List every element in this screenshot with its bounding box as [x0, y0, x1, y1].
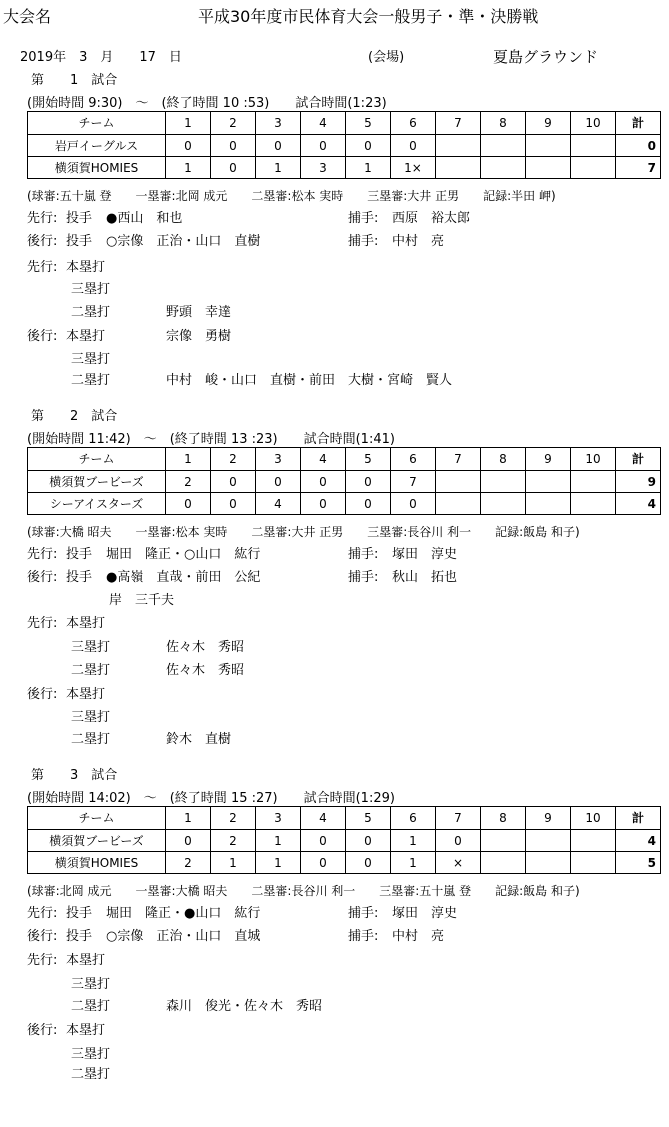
inning-header: 2 [211, 448, 256, 471]
game-section-3 [0, 767, 669, 1127]
hit-type-label: 本塁打 [66, 687, 106, 702]
game-time-line: (開始時間 9:30) ～ (終了時間 10 :53) 試合時間(1:23) [27, 96, 387, 111]
scoreboard-header-row [28, 807, 661, 830]
inning-score [436, 471, 481, 493]
event-date: 2019年 3 月 17 日 [20, 50, 182, 65]
inning-header: 1 [166, 112, 211, 135]
hits-side-label: 先行: [27, 953, 58, 968]
pitcher-label: 投手 [66, 547, 93, 562]
inning-score: 0 [166, 830, 211, 852]
pitcher-label: 投手 [66, 929, 93, 944]
inning-score: 0 [346, 471, 391, 493]
inning-score: 3 [301, 157, 346, 179]
hit-type-label: 本塁打 [66, 1023, 106, 1038]
table-row [28, 471, 661, 493]
inning-score: 0 [211, 493, 256, 515]
hit-players: 森川 俊光・佐々木 秀昭 [166, 999, 323, 1014]
inning-header: 6 [391, 448, 436, 471]
team-name: 横須賀HOMIES [28, 852, 166, 874]
table-row [28, 852, 661, 874]
catcher-label: 捕手: [348, 570, 379, 585]
inning-score: 7 [391, 471, 436, 493]
inning-score: 1 [346, 157, 391, 179]
battery-side-label: 後行: [27, 234, 58, 249]
hit-type-label: 三塁打 [71, 710, 111, 725]
inning-header: 9 [526, 448, 571, 471]
inning-score [526, 830, 571, 852]
event-title: 平成30年度市民体育大会一般男子・準・決勝戦 [198, 7, 539, 26]
battery-side-label: 後行: [27, 570, 58, 585]
team-name: 岩戸イーグルス [28, 135, 166, 157]
inning-header: 7 [436, 112, 481, 135]
inning-score: 0 [346, 135, 391, 157]
inning-score [526, 135, 571, 157]
pitchers: 堀田 隆正・●山口 紘行 [106, 906, 261, 921]
inning-header: 8 [481, 112, 526, 135]
table-row [28, 830, 661, 852]
game-section-1 [0, 72, 669, 432]
pitchers: ○宗像 正治・山口 直樹 [106, 234, 261, 249]
extra-pitchers: 岸 三千夫 [109, 593, 175, 608]
team-total: 7 [616, 157, 661, 179]
inning-score: 0 [301, 852, 346, 874]
inning-score: 0 [346, 830, 391, 852]
inning-score: 0 [346, 852, 391, 874]
hits-side-label: 後行: [27, 687, 58, 702]
inning-score [481, 135, 526, 157]
hits-side-label: 後行: [27, 329, 58, 344]
inning-header: 1 [166, 807, 211, 830]
inning-header: 8 [481, 807, 526, 830]
battery-side-label: 先行: [27, 211, 58, 226]
inning-score: 2 [211, 830, 256, 852]
hit-players: 野頭 幸達 [166, 305, 232, 320]
inning-score: 0 [346, 493, 391, 515]
pitchers: ○宗像 正治・山口 直城 [106, 929, 261, 944]
table-row [28, 157, 661, 179]
inning-score: 0 [256, 135, 301, 157]
hit-type-label: 二塁打 [71, 305, 111, 320]
scoreboard-table [27, 111, 661, 179]
inning-score: 1 [211, 852, 256, 874]
inning-score [436, 157, 481, 179]
inning-score: 0 [211, 135, 256, 157]
table-row [28, 135, 661, 157]
hit-players: 鈴木 直樹 [166, 732, 232, 747]
inning-header: 2 [211, 807, 256, 830]
inning-header: 10 [571, 112, 616, 135]
inning-score: 0 [301, 471, 346, 493]
catcher-label: 捕手: [348, 211, 379, 226]
inning-score [481, 471, 526, 493]
inning-score [526, 471, 571, 493]
game-title: 第 1 試合 [31, 73, 118, 88]
hits-side-label: 先行: [27, 260, 58, 275]
catcher: 中村 亮 [392, 929, 445, 944]
pitcher-label: 投手 [66, 211, 93, 226]
hits-side-label: 先行: [27, 616, 58, 631]
battery-side-label: 先行: [27, 547, 58, 562]
team-total: 4 [616, 830, 661, 852]
catcher-label: 捕手: [348, 234, 379, 249]
hit-type-label: 二塁打 [71, 663, 111, 678]
inning-score: 0 [436, 830, 481, 852]
team-total: 9 [616, 471, 661, 493]
inning-header: 4 [301, 112, 346, 135]
inning-header: 5 [346, 807, 391, 830]
inning-score: 0 [391, 135, 436, 157]
game-title: 第 3 試合 [31, 768, 118, 783]
team-total: 4 [616, 493, 661, 515]
hit-players: 宗像 勇樹 [166, 329, 232, 344]
hit-type-label: 三塁打 [71, 352, 111, 367]
catcher: 西原 裕太郎 [392, 211, 471, 226]
inning-score [526, 852, 571, 874]
venue-name: 夏島グラウンド [493, 48, 599, 66]
inning-score: 0 [256, 471, 301, 493]
inning-score [571, 830, 616, 852]
hit-type-label: 三塁打 [71, 282, 111, 297]
team-total: 0 [616, 135, 661, 157]
pitcher-label: 投手 [66, 570, 93, 585]
inning-header: 3 [256, 112, 301, 135]
game-title: 第 2 試合 [31, 409, 118, 424]
inning-score: 0 [391, 493, 436, 515]
scoreboard-table [27, 447, 661, 515]
team-name: シーアイスターズ [28, 493, 166, 515]
team-name: 横須賀ブービーズ [28, 471, 166, 493]
inning-header: 4 [301, 448, 346, 471]
game-time-line: (開始時間 11:42) ～ (終了時間 13 :23) 試合時間(1:41) [27, 432, 395, 447]
pitcher-label: 投手 [66, 906, 93, 921]
inning-score [481, 157, 526, 179]
inning-score [571, 852, 616, 874]
umpires-line: (球審:五十嵐 登 一塁審:北岡 成元 二塁審:松本 実時 三塁審:大井 正男 記録:半田 岬) [27, 189, 556, 203]
catcher-label: 捕手: [348, 547, 379, 562]
team-name: 横須賀HOMIES [28, 157, 166, 179]
scoreboard-header-row [28, 112, 661, 135]
inning-score: 0 [166, 135, 211, 157]
venue-label: (会場) [368, 50, 405, 65]
inning-header: 8 [481, 448, 526, 471]
hit-type-label: 二塁打 [71, 999, 111, 1014]
inning-header: 2 [211, 112, 256, 135]
inning-score [571, 157, 616, 179]
catcher: 秋山 拓也 [392, 570, 458, 585]
inning-header: 5 [346, 448, 391, 471]
hit-players: 佐々木 秀昭 [166, 663, 245, 678]
battery-side-label: 先行: [27, 906, 58, 921]
hit-players: 中村 峻・山口 直樹・前田 大樹・宮崎 賢人 [166, 373, 453, 388]
inning-header: 7 [436, 807, 481, 830]
inning-score: 4 [256, 493, 301, 515]
inning-score [571, 471, 616, 493]
hit-type-label: 二塁打 [71, 1067, 111, 1082]
inning-header: 1 [166, 448, 211, 471]
inning-header: 6 [391, 807, 436, 830]
hit-type-label: 三塁打 [71, 1047, 111, 1062]
total-header: 計 [616, 807, 661, 830]
inning-score: 2 [166, 471, 211, 493]
hit-type-label: 三塁打 [71, 977, 111, 992]
inning-score: 2 [166, 852, 211, 874]
inning-score: 0 [301, 135, 346, 157]
pitchers: ●高嶺 直哉・前田 公紀 [106, 570, 261, 585]
inning-header: 5 [346, 112, 391, 135]
total-header: 計 [616, 112, 661, 135]
inning-score: 1 [256, 852, 301, 874]
inning-header: 3 [256, 448, 301, 471]
pitcher-label: 投手 [66, 234, 93, 249]
inning-score: × [436, 852, 481, 874]
inning-score [481, 830, 526, 852]
team-header: チーム [28, 807, 166, 830]
inning-header: 3 [256, 807, 301, 830]
inning-score: 0 [211, 157, 256, 179]
total-header: 計 [616, 448, 661, 471]
inning-score [571, 493, 616, 515]
inning-header: 10 [571, 448, 616, 471]
team-header: チーム [28, 448, 166, 471]
inning-score: 0 [166, 493, 211, 515]
table-row [28, 493, 661, 515]
catcher: 塚田 淳史 [392, 547, 458, 562]
inning-score: 1 [391, 830, 436, 852]
scoreboard-header-row [28, 448, 661, 471]
hits-side-label: 後行: [27, 1023, 58, 1038]
hit-players: 佐々木 秀昭 [166, 640, 245, 655]
inning-header: 4 [301, 807, 346, 830]
inning-header: 6 [391, 112, 436, 135]
inning-header: 7 [436, 448, 481, 471]
inning-score [526, 493, 571, 515]
game-time-line: (開始時間 14:02) ～ (終了時間 15 :27) 試合時間(1:29) [27, 791, 395, 806]
inning-score [481, 493, 526, 515]
inning-header: 10 [571, 807, 616, 830]
inning-score: 0 [211, 471, 256, 493]
hit-type-label: 二塁打 [71, 373, 111, 388]
inning-header: 9 [526, 807, 571, 830]
catcher: 中村 亮 [392, 234, 445, 249]
scoreboard-table [27, 806, 661, 874]
inning-score: 0 [301, 830, 346, 852]
pitchers: 堀田 隆正・○山口 紘行 [106, 547, 261, 562]
inning-score [436, 493, 481, 515]
inning-score [436, 135, 481, 157]
hit-type-label: 本塁打 [66, 260, 106, 275]
inning-score: 1 [256, 830, 301, 852]
inning-score: 1 [256, 157, 301, 179]
hit-type-label: 三塁打 [71, 640, 111, 655]
inning-score: 1 [391, 852, 436, 874]
inning-score [571, 135, 616, 157]
catcher-label: 捕手: [348, 929, 379, 944]
hit-type-label: 本塁打 [66, 329, 106, 344]
team-header: チーム [28, 112, 166, 135]
inning-score [481, 852, 526, 874]
inning-score [526, 157, 571, 179]
inning-score: 1× [391, 157, 436, 179]
team-name: 横須賀ブービーズ [28, 830, 166, 852]
hit-type-label: 本塁打 [66, 953, 106, 968]
battery-side-label: 後行: [27, 929, 58, 944]
pitchers: ●西山 和也 [106, 211, 183, 226]
umpires-line: (球審:大橋 昭夫 一塁審:松本 実時 二塁審:大井 正男 三塁審:長谷川 利一 記録:飯島 和子) [27, 525, 580, 539]
game-section-2 [0, 408, 669, 768]
umpires-line: (球審:北岡 成元 一塁審:大橋 昭夫 二塁審:長谷川 利一 三塁審:五十嵐 登 記録:飯島 和子) [27, 884, 580, 898]
hit-type-label: 二塁打 [71, 732, 111, 747]
team-total: 5 [616, 852, 661, 874]
hit-type-label: 本塁打 [66, 616, 106, 631]
catcher-label: 捕手: [348, 906, 379, 921]
inning-score: 0 [301, 493, 346, 515]
inning-score: 1 [166, 157, 211, 179]
inning-header: 9 [526, 112, 571, 135]
catcher: 塚田 淳史 [392, 906, 458, 921]
event-label: 大会名 [3, 7, 52, 26]
